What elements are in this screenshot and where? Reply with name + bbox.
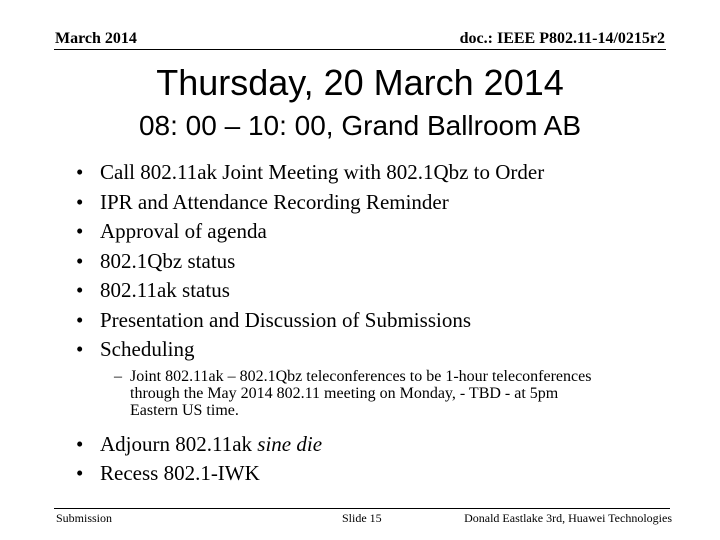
agenda-item (76, 158, 544, 188)
agenda-item-text: Approval of agenda (100, 219, 267, 243)
slide-title: Thursday, 20 March 2014 (156, 62, 564, 103)
agenda-item (76, 217, 544, 247)
closing-list (76, 430, 322, 488)
closing-item-adjourn (76, 430, 322, 459)
header-doc-id: doc.: IEEE P802.11-14/0215r2 (459, 30, 665, 47)
agenda-item (76, 335, 544, 365)
scheduling-sub-item (114, 368, 600, 419)
agenda-list (76, 158, 544, 365)
bullet-icon: • (76, 337, 84, 361)
footer-divider (54, 508, 670, 509)
agenda-item (76, 247, 544, 277)
agenda-item-text: 802.11ak status (100, 278, 230, 302)
agenda-item-text: Presentation and Discussion of Submissions (100, 307, 471, 332)
bullet-icon: • (76, 461, 84, 485)
adjourn-text: Adjourn 802.11ak (100, 432, 258, 456)
agenda-item (76, 306, 544, 336)
bullet-icon: • (76, 432, 84, 456)
bullet-icon: • (76, 248, 84, 273)
agenda-item (76, 188, 544, 218)
agenda-item-text: Scheduling (100, 337, 195, 361)
footer-slide-number: Slide 15 (342, 511, 382, 525)
header-divider (54, 49, 666, 50)
agenda-item (76, 276, 544, 306)
bullet-icon: • (76, 189, 84, 214)
dash-icon: – (114, 368, 122, 385)
agenda-item-text: IPR and Attendance Recording Reminder (100, 189, 449, 214)
bullet-icon: • (76, 219, 84, 243)
recess-text: Recess 802.1-IWK (100, 461, 260, 485)
footer-author: Donald Eastlake 3rd, Huawei Technologies (464, 511, 672, 525)
header-date: March 2014 (55, 30, 137, 47)
bullet-icon: • (76, 278, 84, 302)
bullet-icon: • (76, 307, 84, 332)
closing-item-recess (76, 459, 322, 488)
bullet-icon: • (76, 160, 84, 184)
agenda-item-text: Call 802.11ak Joint Meeting with 802.1Qbz to Order (100, 160, 545, 184)
slide-subtitle: 08: 00 – 10: 00, Grand Ballroom AB (138, 110, 582, 141)
footer-submission: Submission (56, 511, 113, 525)
adjourn-italic-text: sine die (257, 432, 323, 456)
scheduling-sub-item-text: Joint 802.11ak – 802.1Qbz teleconferences to be 1-hour teleconferences through the May 2014 802.11 meeting on Monday, - TBD - at 5pm Eastern US time. (130, 368, 592, 419)
agenda-item-text: 802.1Qbz status (100, 248, 236, 273)
